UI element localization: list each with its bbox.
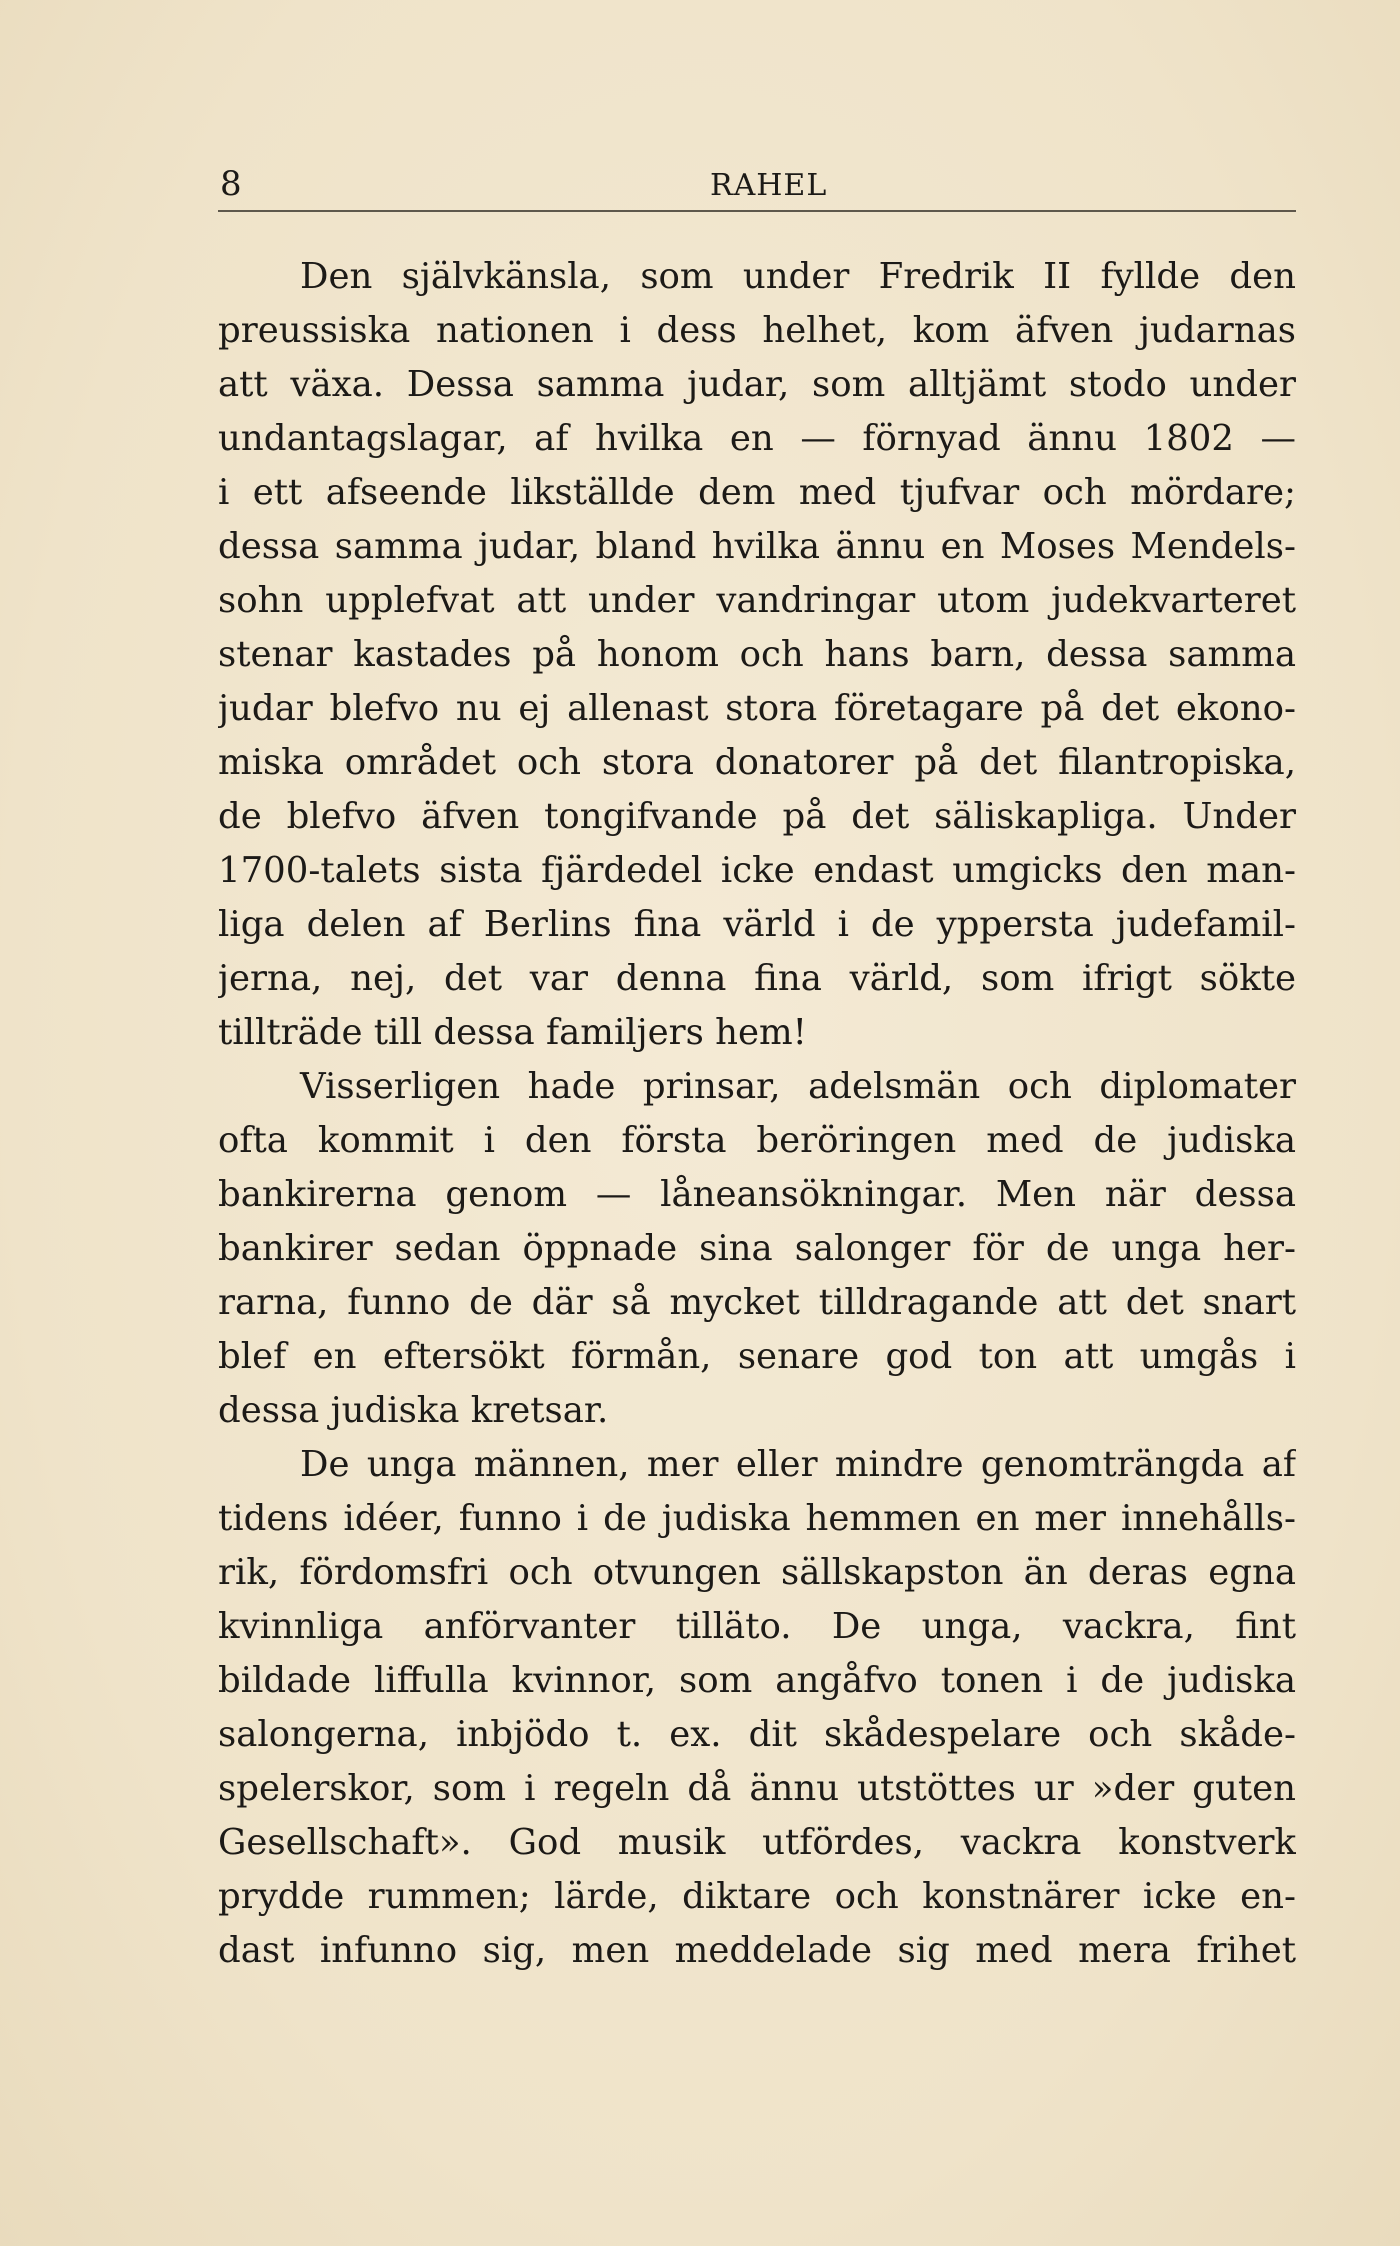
text-line: 1700-talets sista fjärdedel icke endast umgicks den man-	[218, 850, 1296, 891]
text-line: kvinnliga anförvanter tilläto. De unga, vackra, fint	[218, 1606, 1296, 1647]
text-line: tillträde till dessa familjers hem!	[218, 1012, 807, 1053]
text-line: De unga männen, mer eller mindre genomträngda af	[300, 1444, 1296, 1485]
text-line: salongerna, inbjödo t. ex. dit skådespelare och skåde-	[218, 1714, 1296, 1755]
text-line: att växa. Dessa samma judar, som alltjämt stodo under	[218, 364, 1296, 405]
text-line: blef en eftersökt förmån, senare god ton att umgås i	[218, 1336, 1296, 1377]
text-line: judar blefvo nu ej allenast stora företagare på det ekono-	[218, 688, 1296, 729]
text-line: bankirerna genom — låneansökningar. Men när dessa	[218, 1174, 1296, 1215]
text-line: Den självkänsla, som under Fredrik II fyllde den	[300, 256, 1296, 297]
text-line: de blefvo äfven tongifvande på det säliskapliga. Under	[218, 796, 1296, 837]
text-line: dast infunno sig, men meddelade sig med mera frihet	[218, 1930, 1296, 1971]
text-line: dessa judiska kretsar.	[218, 1390, 609, 1431]
page-header	[218, 160, 1296, 210]
text-line: bildade liffulla kvinnor, som angåfvo tonen i de judiska	[218, 1660, 1296, 1701]
text-line: jerna, nej, det var denna fina värld, som ifrigt sökte	[218, 958, 1296, 999]
text-line: prydde rummen; lärde, diktare och konstnärer icke en-	[218, 1876, 1296, 1917]
text-line: bankirer sedan öppnade sina salonger för de unga her-	[218, 1228, 1296, 1269]
text-line: liga delen af Berlins fina värld i de yppersta judefamil-	[218, 904, 1296, 945]
text-line: Visserligen hade prinsar, adelsmän och diplomater	[300, 1066, 1296, 1107]
text-line: ofta kommit i den första beröringen med de judiska	[218, 1120, 1296, 1161]
text-line: rarna, funno de där så mycket tilldragande att det snart	[218, 1282, 1296, 1323]
text-line: stenar kastades på honom och hans barn, dessa samma	[218, 634, 1296, 675]
text-line: preussiska nationen i dess helhet, kom äfven judarnas	[218, 310, 1296, 351]
body-text	[218, 250, 1296, 1978]
text-line: tidens idéer, funno i de judiska hemmen en mer innehålls-	[218, 1498, 1296, 1539]
text-line: spelerskor, som i regeln då ännu utstöttes ur »der guten	[218, 1768, 1296, 1809]
text-line: undantagslagar, af hvilka en — förnyad ännu 1802 —	[218, 418, 1296, 459]
text-line: sohn upplefvat att under vandringar utom judekvarteret	[218, 580, 1296, 621]
text-line: rik, fördomsfri och otvungen sällskapston än deras egna	[218, 1552, 1296, 1593]
text-line: dessa samma judar, bland hvilka ännu en Moses Mendels-	[218, 526, 1296, 567]
text-line: Gesellschaft». God musik utfördes, vackra konstverk	[218, 1822, 1296, 1863]
running-title: RAHEL	[710, 168, 828, 203]
text-line: miska området och stora donatorer på det filantropiska,	[218, 742, 1296, 783]
header-rule	[218, 210, 1296, 212]
text-line: i ett afseende likställde dem med tjufvar och mördare;	[218, 472, 1296, 513]
page-number: 8	[220, 164, 242, 204]
